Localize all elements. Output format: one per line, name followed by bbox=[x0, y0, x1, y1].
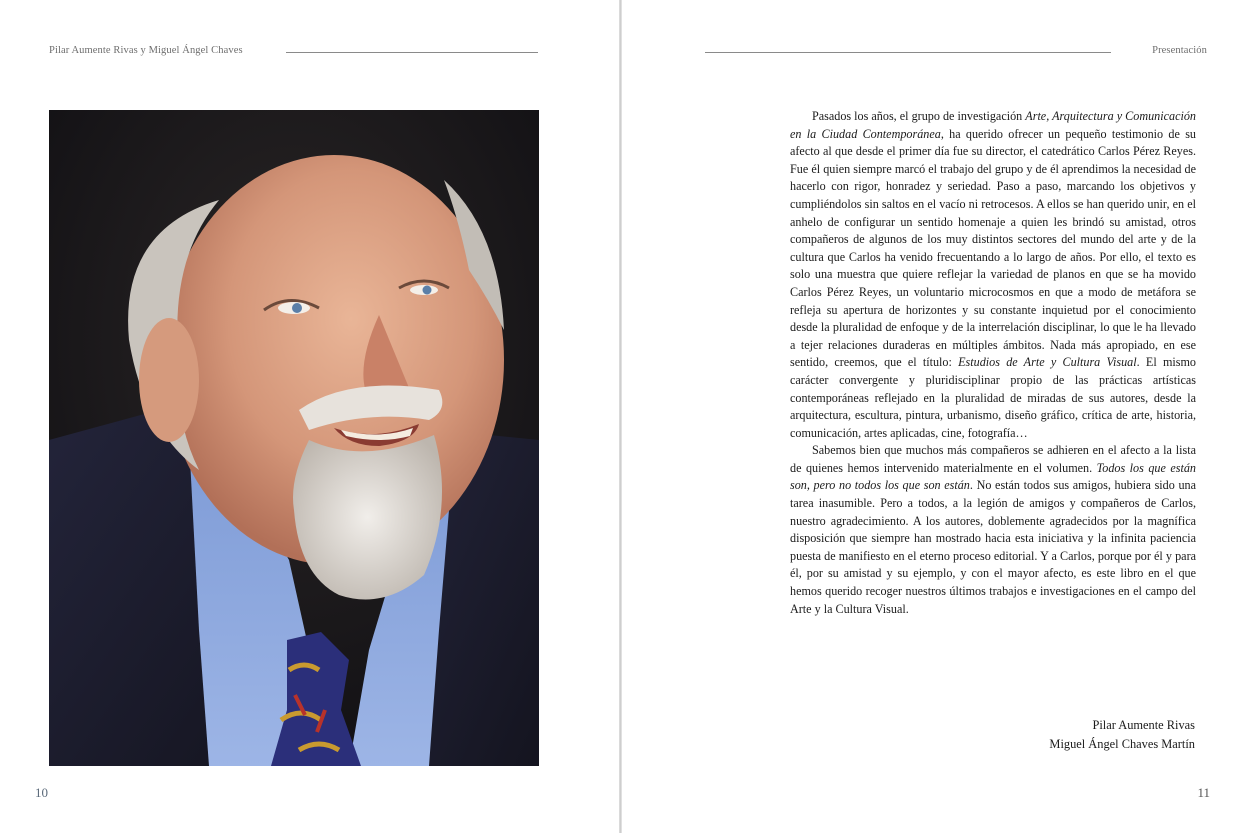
signature-author-2: Miguel Ángel Chaves Martín bbox=[1049, 737, 1195, 751]
running-head-section: Presentación bbox=[1152, 45, 1207, 56]
text-segment-italic: Todos los que están son, pero no todos los que son están bbox=[790, 460, 1196, 493]
paragraph-1 bbox=[790, 108, 1196, 442]
text-segment: . No están todos sus amigos, hubiera sido una tarea inasumible. Pero a todos, a la legión de amigos y compañeros de Carlos, nuestro agradecimiento. A los autores, doblemente agradecidos por la magnífica disposición que siempre han mostrado hacia esta iniciativa y la infinita paciencia puesta de manifiesto en el eterno proceso editorial. Y a Carlos, porque por él y para él, por su amistad y su ejemplo, y con el mayor afecto, es este libro en el que hemos querido recoger nuestros últimos trabajos e investigaciones en el campo del Arte y la Cultura Visual. bbox=[790, 478, 1196, 616]
text-segment: , ha querido ofrecer un pequeño testimonio de su afecto al que desde el primer día fue su director, el catedrático Carlos Pérez Reyes. Fue él quien siempre marcó el trabajo del grupo y de él aprendimos la necesidad de hacerlo con rigor, honradez y seriedad. Paso a paso, marcando los objetivos y cumpliéndolos sin saltos en el vacío ni retrocesos. A ellos se han querido unir, en el anhelo de configurar un sentido homenaje a quien les brindó su amistad, otros compañeros de algunos de los muy distintos sectores del mundo del arte y de la cultura que Carlos ha venido frecuentando a lo largo de años. Por ello, el texto es solo una muestra que quiere reflejar la variedad de planos en que se ha movido Carlos Pérez Reyes, un voluntario microcosmos en que a modo de metáfora se refleja su apertura de horizontes y su constante inquietud por el conocimiento desde la pluralidad de enfoque y de la interrelación disciplinar, lo que le ha llevado a tejer relaciones duraderas en múltiples ámbitos. Nada más apropiado, en ese sentido, creemos, que el título: bbox=[790, 126, 1196, 370]
right-page bbox=[622, 0, 1247, 833]
paragraph-2 bbox=[790, 442, 1196, 618]
text-segment: Sabemos bien que muchos más compañeros se adhieren en el afecto a la lista de quienes hemos intervenido materialmente en el volumen. bbox=[790, 443, 1196, 475]
portrait-illustration bbox=[49, 110, 539, 766]
running-head-authors: Pilar Aumente Rivas y Miguel Ángel Chaves bbox=[49, 45, 243, 56]
portrait-photo bbox=[49, 110, 539, 766]
text-segment-italic: Estudios de Arte y Cultura Visual bbox=[958, 355, 1137, 370]
signature-author-1: Pilar Aumente Rivas bbox=[1092, 718, 1195, 732]
signature-block bbox=[1049, 716, 1195, 754]
ear bbox=[139, 318, 199, 442]
text-segment-italic: Arte, Arquitectura y Comunicación en la Ciudad Contemporánea bbox=[790, 109, 1196, 141]
header-rule bbox=[286, 52, 538, 53]
text-segment: . El mismo carácter convergente y pluridisciplinar propio de las prácticas artísticas contemporáneas reflejado en la pluralidad de miradas de sus autores, desde la arquitectura, escultura, pintura, urbanismo, diseño gráfico, crítica de arte, historia, comunicación, artes aplicadas, cine, fotografía… bbox=[790, 355, 1196, 440]
header-rule bbox=[705, 52, 1111, 53]
presentation-text bbox=[790, 108, 1196, 618]
goatee bbox=[293, 435, 442, 600]
page-number-left: 10 bbox=[35, 785, 48, 800]
page-number-right: 11 bbox=[1197, 785, 1210, 800]
left-page bbox=[0, 0, 620, 833]
text-segment: Pasados los años, el grupo de investigación bbox=[812, 109, 1026, 123]
